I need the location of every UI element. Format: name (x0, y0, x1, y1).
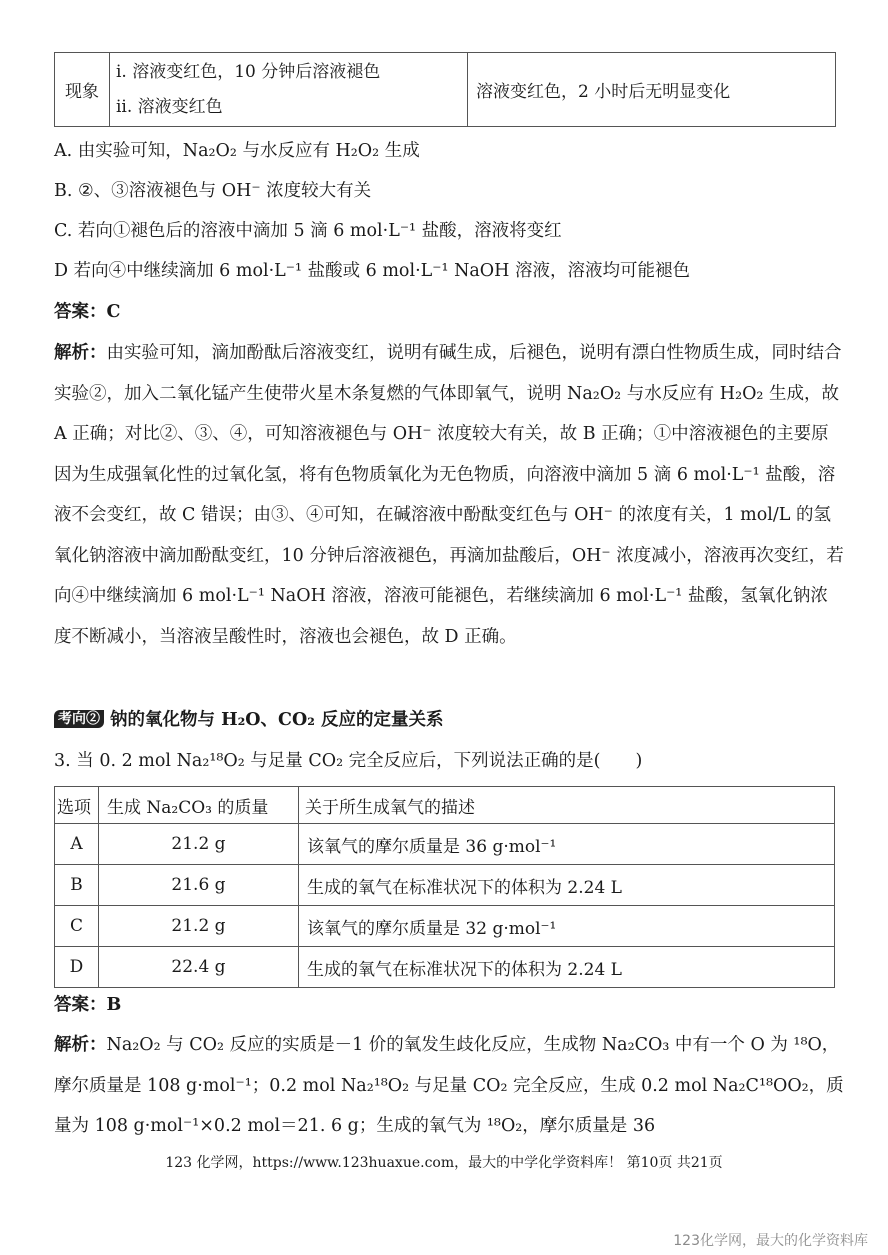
table-cell-oxygen: 生成的氧气在标准状况下的体积为 2.24 L (299, 865, 835, 906)
phenomenon-right-cell: 溶液变红色，2 小时后无明显变化 (468, 53, 836, 127)
analysis-label: 解析： (54, 343, 107, 363)
table-cell-oxygen: 生成的氧气在标准状况下的体积为 2.24 L (299, 947, 835, 988)
table-cell-oxygen: 该氧气的摩尔质量是 36 g·mol⁻¹ (299, 824, 835, 865)
analysis-label: 解析： (54, 1035, 107, 1055)
table-cell-option: B (55, 865, 99, 906)
header-oxygen: 关于所生成氧气的描述 (299, 787, 835, 824)
answer-value: B (106, 995, 122, 1015)
question-3-stem: 3. 当 0. 2 mol Na₂¹⁸O₂ 与足量 CO₂ 完全反应后，下列说法正确的是( ) (54, 751, 643, 771)
answer-line-q2 (54, 292, 844, 332)
analysis-text: Na₂O₂ 与 CO₂ 反应的实质是－1 价的氧发生歧化反应，生成物 Na₂CO₃ 中有一个 O 为 ¹⁸O，摩尔质量是 108 g·mol⁻¹；0.2 mol Na₂¹⁸O₂ 与足量 CO₂ 完全反应，生成 0.2 mol Na₂C¹⁸OO₂，质量为 108 g·mol⁻¹×0.2 mol＝21. 6 g；生成的氧气为 ¹⁸O₂，摩尔质量是 36 (54, 1035, 844, 1136)
table-cell-mass: 21.2 g (99, 906, 299, 947)
table-cell-option: A (55, 824, 99, 865)
analysis-text: 由实验可知，滴加酚酞后溶液变红，说明有碱生成，后褪色，说明有漂白性物质生成，同时结合实验②，加入二氧化锰产生使带火星木条复燃的气体即氧气，说明 Na₂O₂ 与水反应有 H₂O₂ 生成，故 A 正确；对比②、③、④，可知溶液褪色与 OH⁻ 浓度较大有关，故 B 正确；①中溶液褪色的主要原因为生成强氧化性的过氧化氢，将有色物质氧化为无色物质，向溶液中滴加 5 滴 6 mol·L⁻¹ 盐酸，溶液不会变红，故 C 错误；由③、④可知，在碱溶液中酚酞变红色与 OH⁻ 的浓度有关，1 mol/L 的氢氧化钠溶液中滴加酚酞变红，10 分钟后溶液褪色，再滴加盐酸后，OH⁻ 浓度减小，溶液再次变红，若向④中继续滴加 6 mol·L⁻¹ NaOH 溶液，溶液可能褪色，若继续滴加 6 mol·L⁻¹ 盐酸，氢氧化钠浓度不断减小，当溶液呈酸性时，溶液也会褪色，故 D 正确。 (54, 343, 844, 647)
watermark: 123化学网，最大的化学资料库 (673, 1233, 868, 1249)
table-cell-option: D (55, 947, 99, 988)
answer-label: 答案： (54, 302, 107, 322)
header-mass: 生成 Na₂CO₃ 的质量 (99, 787, 299, 824)
section-tag: 考向② (54, 710, 104, 728)
phenomenon-line-1: i. 溶液变红色，10 分钟后溶液褪色 (116, 61, 381, 82)
section-title: 钠的氧化物与 H₂O、CO₂ 反应的定量关系 (110, 710, 444, 730)
answer-label: 答案： (54, 995, 107, 1015)
phenomenon-label: 现象 (55, 53, 110, 127)
phenomenon-line-2: ii. 溶液变红色 (116, 96, 223, 117)
analysis-q3 (54, 1025, 844, 1147)
option-d: D 若向④中继续滴加 6 mol·L⁻¹ 盐酸或 6 mol·L⁻¹ NaOH 溶液，溶液均可能褪色 (54, 261, 690, 281)
option-b: B. ②、③溶液褪色与 OH⁻ 浓度较大有关 (54, 181, 372, 201)
phenomenon-left-cell (110, 53, 468, 127)
section-heading (54, 700, 844, 740)
phenomenon-table (54, 52, 836, 127)
answer-line-q3 (54, 985, 844, 1025)
option-c: C. 若向①褪色后的溶液中滴加 5 滴 6 mol·L⁻¹ 盐酸，溶液将变红 (54, 221, 562, 241)
table-cell-oxygen: 该氧气的摩尔质量是 32 g·mol⁻¹ (299, 906, 835, 947)
page-footer: 123 化学网，https://www.123huaxue.com，最大的中学化学资料库！ 第10页 共21页 (165, 1155, 723, 1171)
answer-value: C (106, 302, 121, 322)
table-cell-option: C (55, 906, 99, 947)
options-table (54, 786, 835, 988)
analysis-q2 (54, 333, 844, 657)
table-cell-mass: 21.6 g (99, 865, 299, 906)
option-a: A. 由实验可知，Na₂O₂ 与水反应有 H₂O₂ 生成 (54, 141, 420, 161)
header-option: 选项 (55, 787, 99, 824)
table-cell-mass: 22.4 g (99, 947, 299, 988)
table-cell-mass: 21.2 g (99, 824, 299, 865)
